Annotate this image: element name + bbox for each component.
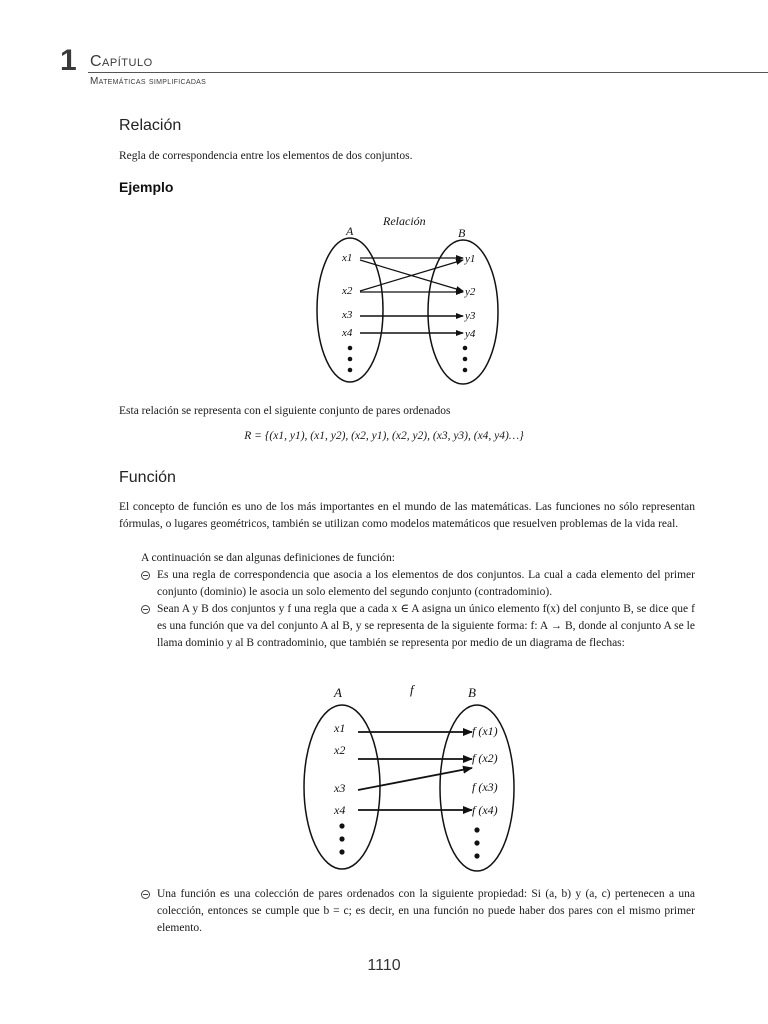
- b-element: f (x2): [472, 751, 498, 765]
- funcion-heading: Función: [119, 469, 176, 486]
- function-arrow: [358, 768, 472, 790]
- relation-diagram: [300, 210, 500, 390]
- relacion-definition: Regla de correspondencia entre los elementos de dos conjuntos.: [119, 150, 413, 162]
- definition-bullet: Sean A y B dos conjuntos y f una regla que a cada x ∈ A asigna un único elemento f(x) del conjunto B, se dice que f es una función que va del conjunto A al B, y se representa de la siguiente forma: f: A → B, donde al conjunto A se le llama dominio y al B contradominio, que también se representa por medio de un diagrama de flechas:: [157, 603, 695, 649]
- page-number: 1110: [367, 957, 401, 974]
- b-element: y4: [465, 328, 476, 340]
- a-element: x2: [342, 285, 353, 297]
- a-element: x2: [334, 743, 346, 757]
- bullet-icon: [141, 890, 150, 899]
- relacion-heading: Relación: [119, 117, 182, 134]
- funcion-intro: El concepto de función es uno de los más importantes en el mundo de las matemáticas. Las funciones no sólo representan fórmulas, o lugares geométricos, también se utilizan como modelos matemáticos que resuelven problemas de la vida real.: [119, 501, 695, 530]
- definition-bullet: Una función es una colección de pares ordenados con la siguiente propiedad: Si (a, b) y (a, c) pertenecen a una colección, entonces se cumple que b = c; es decir, en una función no puede haber dos pares con el mismo primer elemento.: [157, 888, 695, 934]
- a-element: x4: [342, 327, 353, 339]
- header-rule: [88, 72, 768, 73]
- set-b-label: B: [468, 685, 476, 700]
- b-element: y1: [465, 253, 476, 265]
- chapter-number: 1: [60, 44, 77, 77]
- function-label: f: [410, 682, 414, 697]
- b-element: f (x1): [472, 724, 498, 738]
- set-expression: R = {(x1, y1), (x1, y2), (x2, y1), (x2, y2), (x3, y3), (x4, y4)…}: [244, 430, 524, 442]
- chapter-title: Capítulo: [90, 53, 153, 70]
- a-element: x3: [342, 309, 353, 321]
- definitions-intro: A continuación se dan algunas definiciones de función:: [141, 552, 395, 564]
- a-element: x1: [342, 252, 353, 264]
- relation-diagram-title: Relación: [383, 214, 426, 228]
- set-b-label: B: [458, 226, 466, 240]
- set-b-ellipse: [428, 240, 498, 384]
- a-element: x3: [334, 781, 346, 795]
- a-element: x4: [334, 803, 346, 817]
- b-element: f (x4): [472, 803, 498, 817]
- b-element: y2: [465, 286, 476, 298]
- function-diagram: [300, 680, 530, 880]
- bullet-icon: [141, 605, 150, 614]
- a-element: x1: [334, 721, 346, 735]
- pairs-intro: Esta relación se representa con el siguiente conjunto de pares ordenados: [119, 405, 451, 417]
- set-a-label: A: [346, 224, 354, 238]
- example-heading: Ejemplo: [119, 179, 174, 195]
- b-element: f (x3): [472, 780, 498, 794]
- book-title: Matemáticas simplificadas: [90, 76, 207, 87]
- definition-bullet: Es una regla de correspondencia que asocia a los elementos de dos conjuntos. La cual a cada elemento del primer conjunto (dominio) le asocia un solo elemento del segundo conjunto (contradominio).: [157, 569, 695, 598]
- set-a-label: A: [334, 685, 342, 700]
- b-element: y3: [465, 310, 476, 322]
- bullet-icon: [141, 571, 150, 580]
